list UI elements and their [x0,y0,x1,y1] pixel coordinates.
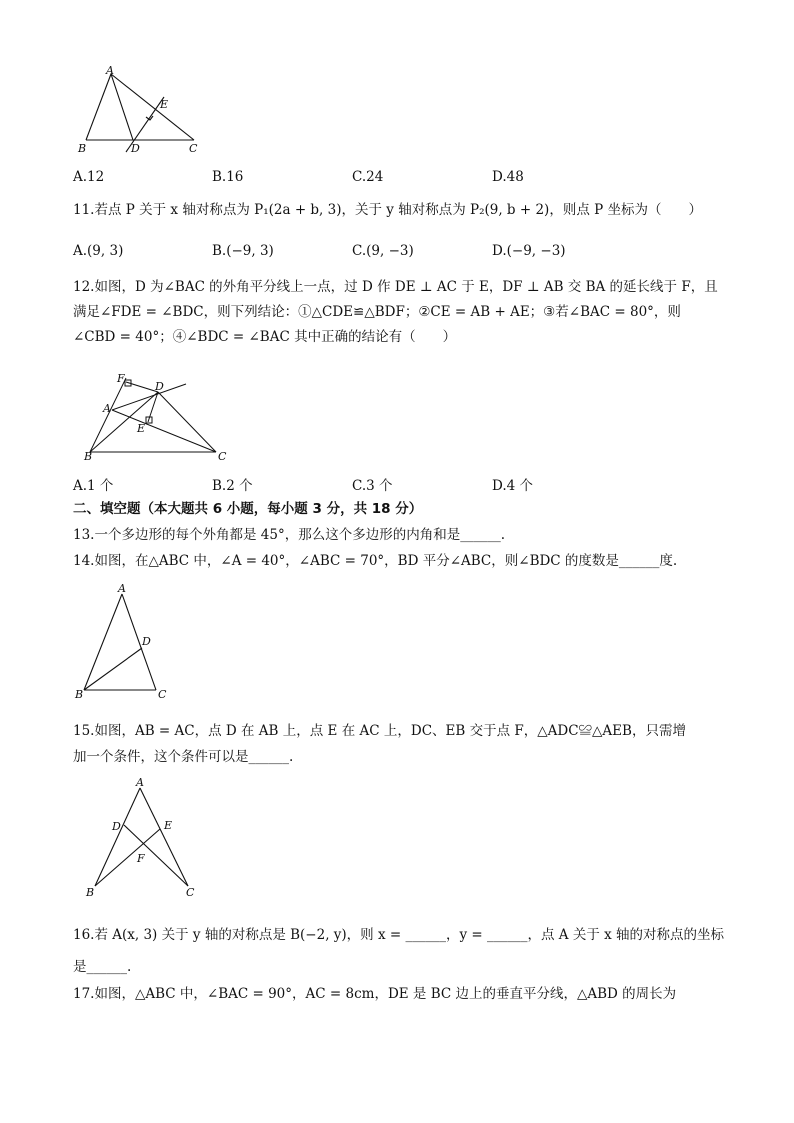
q10-option-a: A.12 [73,169,105,185]
label-C: C [158,688,167,701]
q12-option-c: C.3 个 [352,478,393,494]
label-D: D [131,142,140,155]
q12-option-d: D.4 个 [492,478,534,494]
label-D: D [112,820,121,833]
figure-q12 [76,364,236,464]
label-B: B [75,688,84,701]
q10-option-c: C.24 [352,169,384,185]
label-B: B [86,886,95,899]
q15-line-1: 15.如图，AB = AC，点 D 在 AB 上，点 E 在 AC 上，DC、EB 交于点 F，△ADC≌△AEB，只需增 [73,723,686,739]
figure-q10 [76,64,206,156]
label-A: A [118,582,126,595]
q15-line-2: 加一个条件，这个条件可以是______. [73,749,294,765]
q12-option-a: A.1 个 [73,478,114,494]
label-B: B [78,142,87,155]
q14-text: 14.如图，在△ABC 中，∠A = 40°，∠ABC = 70°，BD 平分∠ABC，则∠BDC 的度数是______度. [73,553,678,569]
label-E: E [164,819,173,832]
q11-text: 11.若点 P 关于 x 轴对称点为 P₁(2a + b, 3)，关于 y 轴对称点为 P₂(9, b + 2)，则点 P 坐标为（ ） [73,202,702,218]
q17-text: 17.如图，△ABC 中，∠BAC = 90°，AC = 8cm，DE 是 BC 边上的垂直平分线，△ABD 的周长为 [73,986,677,1002]
figure-q15 [80,774,205,902]
label-F: F [137,852,145,865]
q11-option-b: B.(−9, 3) [212,243,274,259]
q10-option-b: B.16 [212,169,244,185]
q10-option-d: D.48 [492,169,524,185]
q13-text: 13.一个多边形的每个外角都是 45°，那么这个多边形的内角和是______. [73,527,505,543]
label-A: A [136,776,144,789]
label-D: D [155,380,164,393]
section-heading: 二、填空题（本大题共 6 小题，每小题 3 分，共 18 分） [73,501,423,517]
label-A: A [106,64,114,77]
q16-line-2: 是______. [73,959,132,975]
q12-option-b: B.2 个 [212,478,253,494]
q12-line-2: 满足∠FDE = ∠BDC，则下列结论：①△CDE≌△BDF；②CE = AB + AE；③若∠BAC = 80°，则 [73,304,681,320]
q12-line-3: ∠CBD = 40°；④∠BDC = ∠BAC 其中正确的结论有（ ） [73,329,457,345]
label-C: C [186,886,195,899]
q11-option-c: C.(9, −3) [352,243,414,259]
label-C: C [189,142,198,155]
q12-line-1: 12.如图，D 为∠BAC 的外角平分线上一点，过 D 作 DE ⊥ AC 于 E，DF ⊥ AB 交 BA 的延长线于 F，且 [73,279,718,295]
q11-option-a: A.(9, 3) [73,243,124,259]
label-A: A [103,402,111,415]
label-E: E [137,422,146,435]
q11-option-d: D.(−9, −3) [492,243,566,259]
figure-q14 [72,580,172,705]
q16-line-1: 16.若 A(x, 3) 关于 y 轴的对称点是 B(−2, y)，则 x = ______，y = ______，点 A 关于 x 轴的对称点的坐标 [73,927,725,943]
label-F: F [117,372,125,385]
label-B: B [84,450,93,463]
label-E: E [160,98,169,111]
label-D: D [142,635,151,648]
label-C: C [218,450,227,463]
